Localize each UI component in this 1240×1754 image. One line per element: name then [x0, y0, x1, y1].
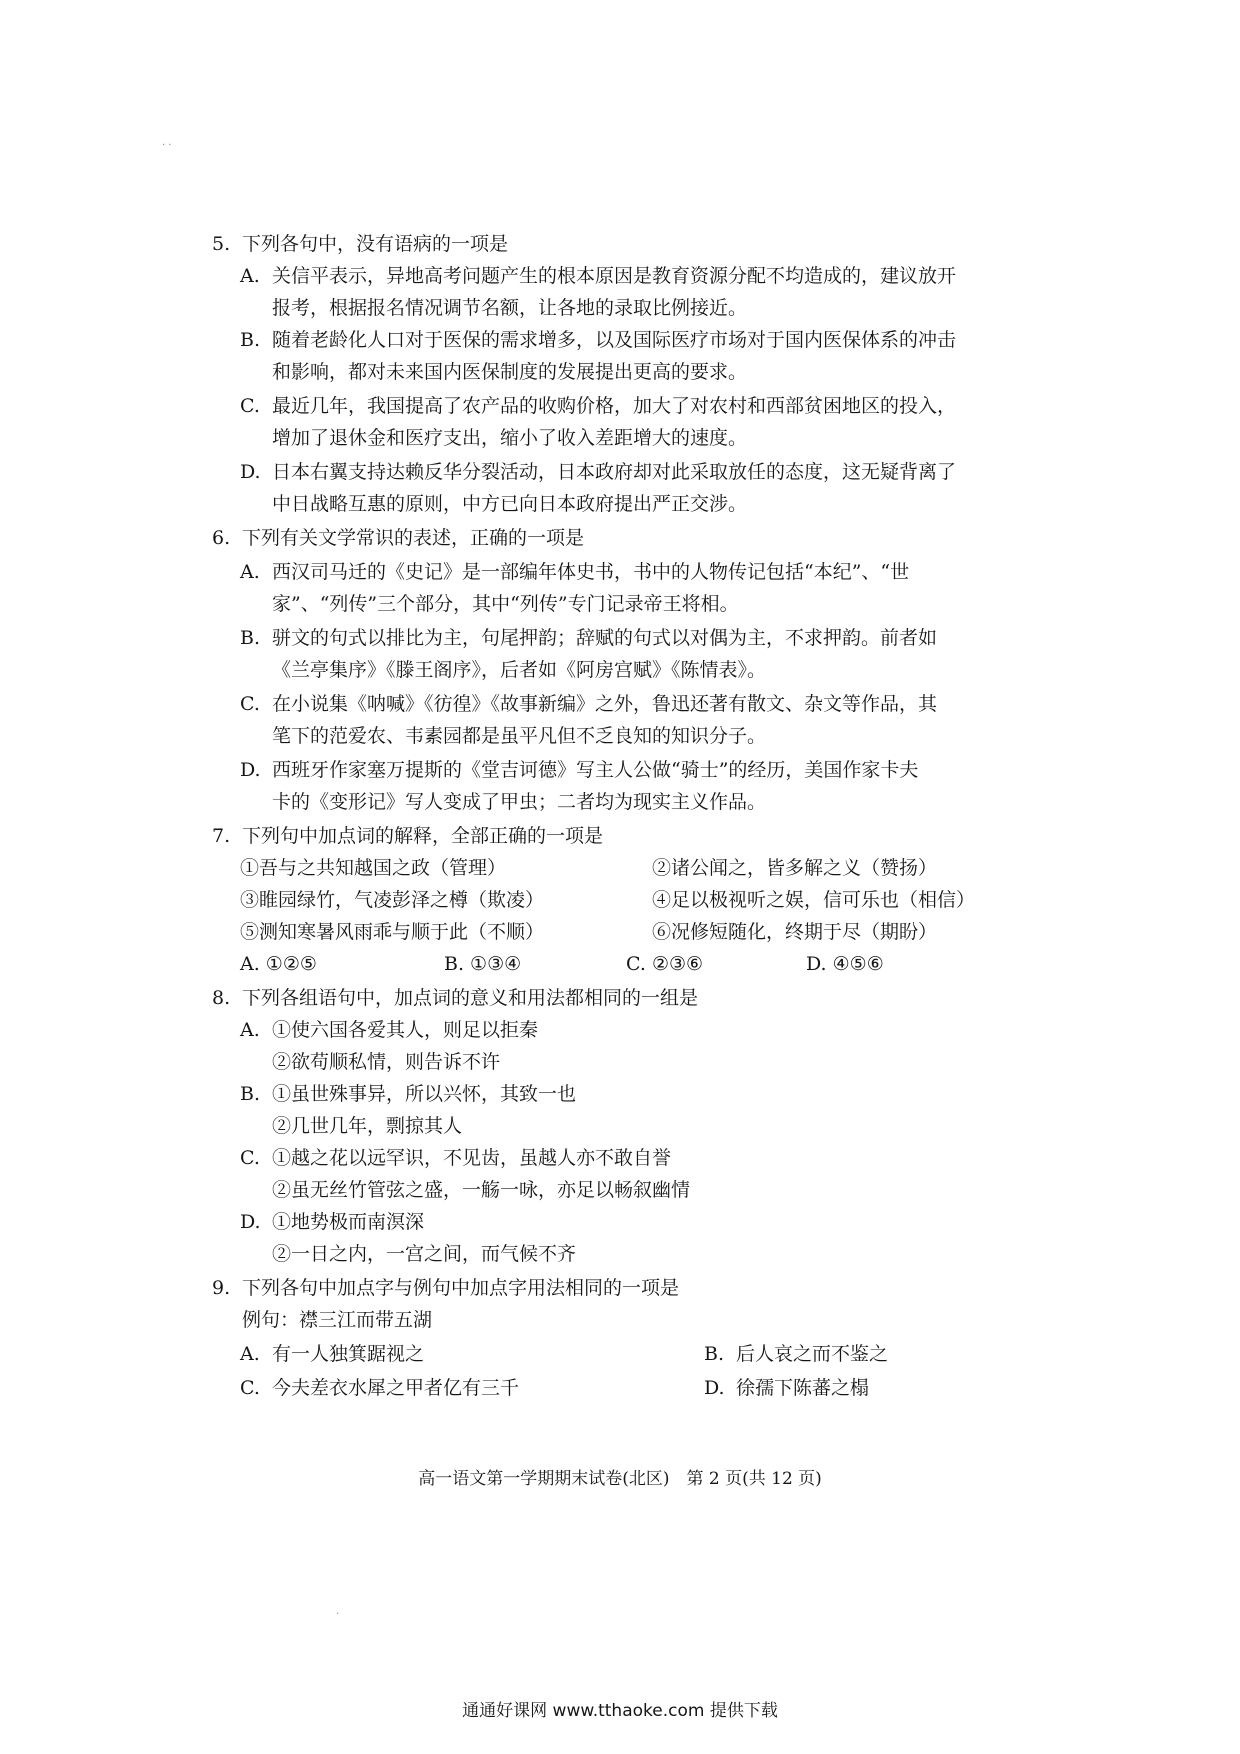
scan-speck: .	[336, 1606, 340, 1617]
option-label: B.	[240, 1083, 261, 1105]
q7-item-6: ⑥况修短随化，终期于尽（期盼）	[652, 921, 938, 943]
q9-option-b	[704, 1338, 888, 1370]
option-label: C.	[240, 1377, 260, 1399]
q5-option-a-cont: 报考，根据报名情况调节名额，让各地的录取比例接近。	[272, 297, 748, 319]
option-label: A.	[240, 1343, 260, 1365]
option-text: 后人哀之而不鉴之	[736, 1343, 889, 1365]
option-label: C.	[240, 1147, 260, 1169]
q9-option-a	[240, 1338, 424, 1370]
question-6	[212, 522, 584, 554]
option-text: ①虽世殊事异，所以兴怀，其致一也	[272, 1083, 577, 1105]
option-label: D.	[240, 1211, 261, 1233]
q8-option-b	[240, 1078, 576, 1110]
scan-speck: · ·	[162, 140, 172, 151]
q7-item-1: ①吾与之共知越国之政（管理）	[240, 857, 507, 879]
question-number: 8.	[212, 987, 231, 1009]
question-stem: 下列句中加点词的解释，全部正确的一项是	[242, 825, 604, 847]
q6-option-a	[240, 556, 909, 588]
q8-option-c	[240, 1142, 671, 1174]
option-text: 最近几年，我国提高了农产品的收购价格，加大了对农村和西部贫困地区的投入，	[272, 395, 957, 417]
q9-example: 例句：襟三江而带五湖	[242, 1309, 433, 1331]
q5-option-b-cont: 和影响，都对未来国内医保制度的发展提出更高的要求。	[272, 361, 748, 383]
option-text: 随着老龄化人口对于医保的需求增多，以及国际医疗市场对于国内医保体系的冲击	[272, 329, 957, 351]
q7-item-2: ②诸公闻之，皆多解之义（赞扬）	[652, 857, 938, 879]
question-stem: 下列各句中，没有语病的一项是	[242, 233, 509, 255]
option-text: 日本右翼支持达赖反华分裂活动，日本政府却对此采取放任的态度，这无疑背离了	[272, 461, 957, 483]
question-5	[212, 228, 508, 260]
option-text: 今夫差衣水犀之甲者亿有三千	[272, 1377, 520, 1399]
question-number: 5.	[212, 233, 231, 255]
question-7	[212, 820, 603, 852]
page-footer: 高一语文第一学期期末试卷(北区) 第 2 页(共 12 页)	[418, 1469, 822, 1489]
question-8	[212, 982, 698, 1014]
q6-option-d	[240, 754, 918, 786]
option-label: D.	[240, 461, 261, 483]
option-text: 西汉司马迁的《史记》是一部编年体史书，书中的人物传记包括“本纪”、“世	[272, 561, 910, 583]
option-text: 骈文的句式以排比为主，句尾押韵；辞赋的句式以对偶为主，不求押韵。前者如	[272, 627, 938, 649]
q6-option-b	[240, 622, 937, 654]
q8-option-a	[240, 1014, 538, 1046]
option-text: ①越之花以远罕识，不见齿，虽越人亦不敢自誉	[272, 1147, 672, 1169]
option-label: B.	[240, 329, 261, 351]
question-number: 7.	[212, 825, 231, 847]
option-text: ①使六国各爱其人，则足以拒秦	[272, 1019, 539, 1041]
option-label: A.	[240, 561, 260, 583]
q7-answer-a: A. ①②⑤	[240, 953, 317, 975]
option-text: 关信平表示，异地高考问题产生的根本原因是教育资源分配不均造成的，建议放开	[272, 265, 957, 287]
q5-option-c	[240, 390, 956, 422]
option-label: A.	[240, 265, 260, 287]
q8-option-d	[240, 1206, 424, 1238]
q5-option-a	[240, 260, 956, 292]
q7-item-3: ③睢园绿竹，气凌彭泽之樽（欺凌）	[240, 889, 545, 911]
question-stem: 下列有关文学常识的表述，正确的一项是	[242, 527, 585, 549]
option-label: C.	[240, 395, 260, 417]
q5-option-b	[240, 324, 956, 356]
option-text: 有一人独箕踞视之	[272, 1343, 425, 1365]
option-text: ①地势极而南溟深	[272, 1211, 425, 1233]
q9-option-d	[704, 1372, 869, 1404]
option-text: 西班牙作家塞万提斯的《堂吉诃德》写主人公做“骑士”的经历，美国作家卡夫	[272, 759, 919, 781]
q6-option-b-cont: 《兰亭集序》《滕王阁序》，后者如《阿房宫赋》《陈情表》。	[272, 659, 767, 681]
q6-option-d-cont: 卡的《变形记》写人变成了甲虫；二者均为现实主义作品。	[272, 791, 767, 813]
q6-option-a-cont: 家”、“列传”三个部分，其中“列传”专门记录帝王将相。	[272, 593, 739, 615]
question-9	[212, 1272, 679, 1304]
q5-option-d	[240, 456, 956, 488]
question-stem: 下列各组语句中，加点词的意义和用法都相同的一组是	[242, 987, 699, 1009]
q7-item-5: ⑤测知寒暑风雨乖与顺于此（不顺）	[240, 921, 545, 943]
option-label: B.	[704, 1343, 725, 1365]
q7-item-4: ④足以极视听之娱，信可乐也（相信）	[652, 889, 976, 911]
question-number: 6.	[212, 527, 231, 549]
download-credit: 通通好课网 www.tthaoke.com 提供下载	[462, 1701, 778, 1721]
q7-answer-b: B. ①③④	[444, 953, 522, 975]
option-label: C.	[240, 693, 260, 715]
option-label: D.	[240, 759, 261, 781]
option-label: D.	[704, 1377, 725, 1399]
q9-option-c	[240, 1372, 519, 1404]
q8-option-c-cont: ②虽无丝竹管弦之盛，一觞一咏，亦足以畅叙幽情	[272, 1179, 691, 1201]
q8-option-b-cont: ②几世几年，剽掠其人	[272, 1115, 463, 1137]
option-label: B.	[240, 627, 261, 649]
q7-answer-d: D. ④⑤⑥	[806, 953, 884, 975]
option-text: 徐孺下陈蕃之榻	[736, 1377, 870, 1399]
q5-option-d-cont: 中日战略互惠的原则，中方已向日本政府提出严正交涉。	[272, 493, 748, 515]
option-label: A.	[240, 1019, 260, 1041]
q8-option-a-cont: ②欲苟顺私情，则告诉不许	[272, 1051, 501, 1073]
q6-option-c	[240, 688, 937, 720]
q5-option-c-cont: 增加了退休金和医疗支出，缩小了收入差距增大的速度。	[272, 427, 748, 449]
q7-answer-c: C. ②③⑥	[626, 953, 704, 975]
option-text: 在小说集《呐喊》《彷徨》《故事新编》之外，鲁迅还著有散文、杂文等作品，其	[272, 693, 938, 715]
q6-option-c-cont: 笔下的范爱农、韦素园都是虽平凡但不乏良知的知识分子。	[272, 725, 767, 747]
question-number: 9.	[212, 1277, 231, 1299]
question-stem: 下列各句中加点字与例句中加点字用法相同的一项是	[242, 1277, 680, 1299]
q8-option-d-cont: ②一日之内，一宫之间，而气候不齐	[272, 1243, 577, 1265]
